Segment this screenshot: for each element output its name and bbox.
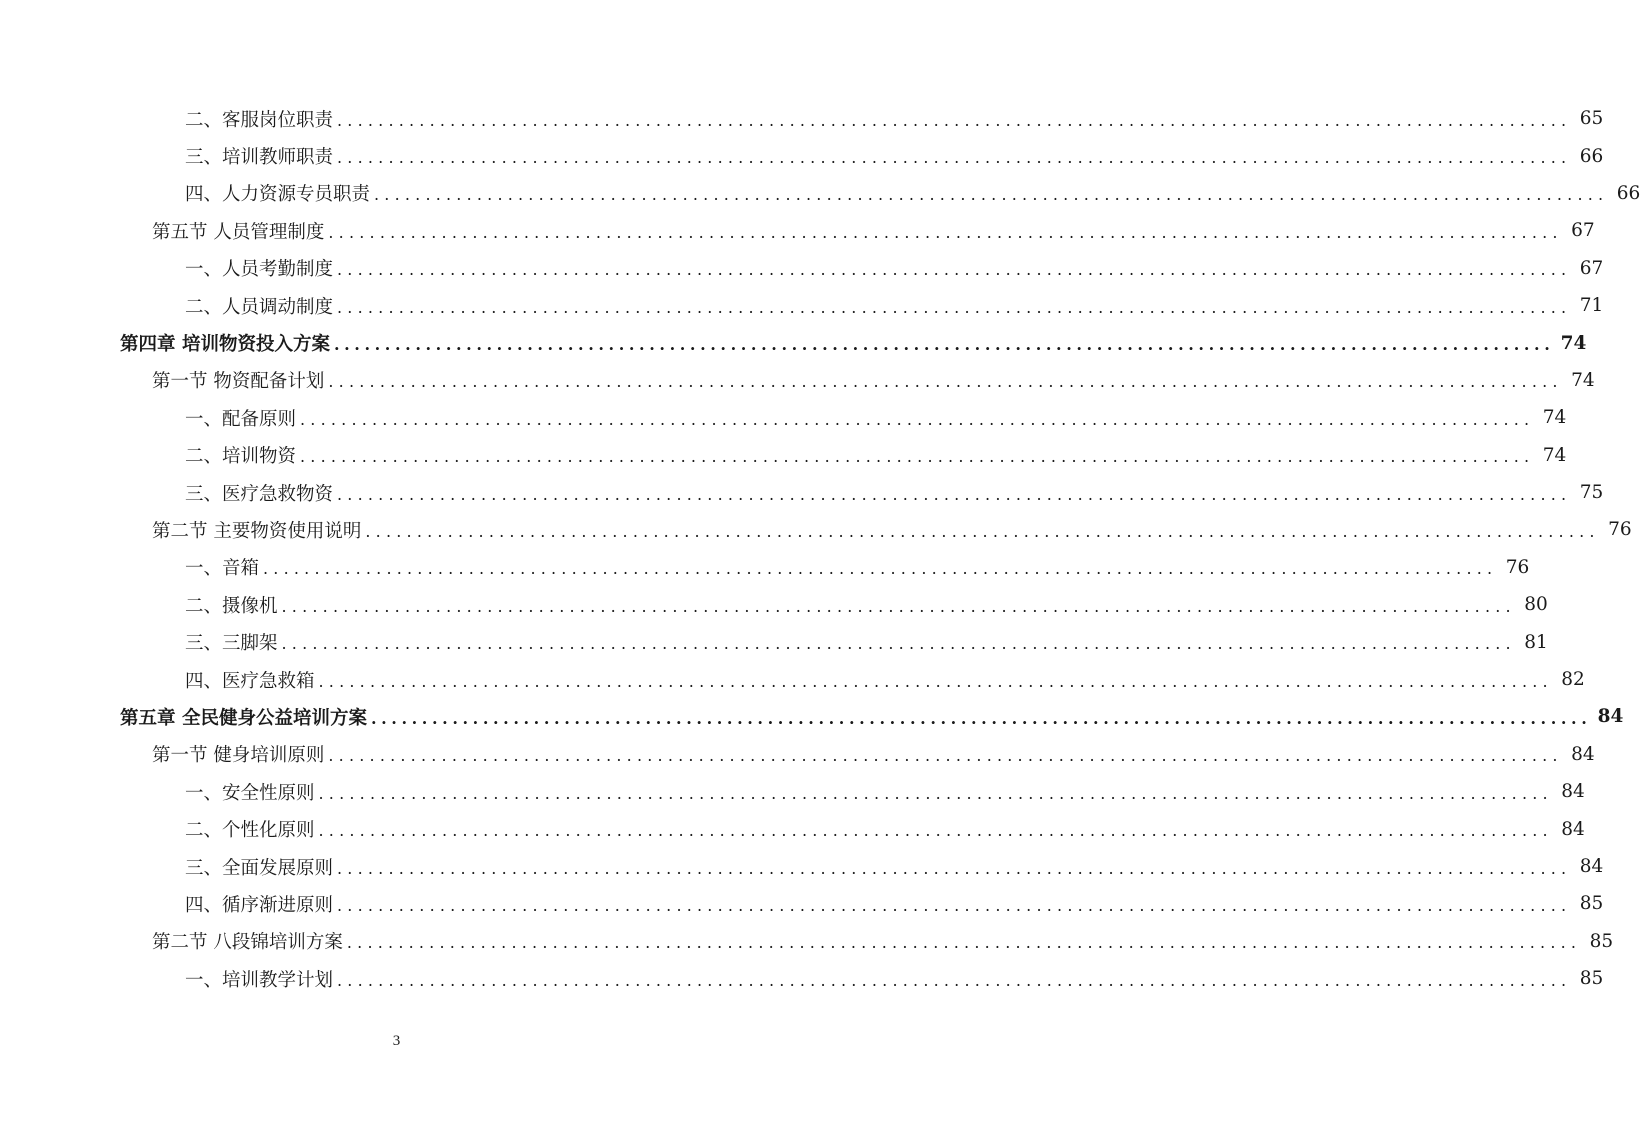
toc-entry-title: 一、培训教学计划 — [185, 969, 334, 991]
toc-entry-title: 第二节 八段锦培训方案 — [152, 932, 343, 954]
toc-dot-leader: ........................................................................................................................ — [333, 335, 1555, 355]
toc-dot-leader: ........................................................................................................................ — [337, 484, 1572, 504]
toc-subsection-entry[interactable] — [0, 399, 1567, 436]
toc-entry-page: 85 — [1589, 930, 1614, 952]
toc-dot-leader: ........................................................................................................................ — [337, 858, 1572, 878]
toc-subsection-entry[interactable] — [0, 848, 1604, 885]
toc-entry-title: 四、人力资源专员职责 — [185, 184, 371, 206]
toc-subsection-entry[interactable] — [0, 474, 1604, 511]
toc-section-entry[interactable] — [0, 923, 1614, 960]
toc-entry-page: 67 — [1571, 220, 1595, 242]
toc-entry-title: 二、人员调动制度 — [185, 296, 334, 318]
toc-entry-title: 三、培训教师职责 — [185, 147, 334, 169]
toc-subsection-entry[interactable] — [0, 960, 1604, 997]
toc-entry-page: 82 — [1561, 669, 1585, 691]
toc-dot-leader: ........................................................................................................................ — [328, 746, 1563, 766]
toc-entry-title: 二、培训物资 — [185, 446, 297, 468]
toc-entry-page: 76 — [1608, 519, 1632, 541]
table-of-contents — [0, 100, 1640, 997]
toc-entry-page: 76 — [1505, 556, 1530, 578]
toc-entry-title: 一、安全性原则 — [185, 782, 315, 804]
toc-entry-title: 第一节 健身培训原则 — [152, 745, 325, 767]
toc-subsection-entry[interactable] — [0, 885, 1604, 922]
toc-dot-leader: ........................................................................................................................ — [328, 372, 1563, 392]
toc-dot-leader: ........................................................................................................................ — [328, 222, 1563, 242]
toc-entry-title: 一、人员考勤制度 — [185, 259, 334, 281]
toc-entry-page: 84 — [1571, 743, 1595, 765]
toc-subsection-entry[interactable] — [0, 810, 1585, 847]
toc-entry-page: 75 — [1579, 482, 1604, 504]
toc-entry-title: 一、配备原则 — [185, 408, 297, 430]
toc-subsection-entry[interactable] — [0, 175, 1640, 212]
toc-subsection-entry[interactable] — [0, 287, 1604, 324]
toc-subsection-entry[interactable] — [0, 586, 1548, 623]
toc-subsection-entry[interactable] — [0, 437, 1567, 474]
toc-entry-page: 71 — [1579, 295, 1604, 317]
toc-section-entry[interactable] — [0, 362, 1595, 399]
toc-section-entry[interactable] — [0, 212, 1595, 249]
toc-entry-page: 84 — [1561, 818, 1585, 840]
toc-chapter-entry[interactable] — [0, 698, 1624, 735]
toc-entry-page: 74 — [1560, 332, 1587, 354]
page-number: 3 — [392, 1033, 401, 1049]
toc-section-entry[interactable] — [0, 736, 1595, 773]
toc-dot-leader: ........................................................................................................................ — [374, 185, 1609, 205]
toc-entry-page: 85 — [1579, 968, 1604, 990]
toc-dot-leader: ........................................................................................................................ — [300, 447, 1535, 467]
toc-dot-leader: ........................................................................................................................ — [300, 409, 1535, 429]
toc-entry-title: 第五节 人员管理制度 — [152, 221, 325, 243]
toc-section-entry[interactable] — [0, 511, 1632, 548]
toc-entry-page: 84 — [1579, 856, 1604, 877]
toc-subsection-entry[interactable] — [0, 137, 1604, 174]
toc-dot-leader: ........................................................................................................................ — [263, 559, 1498, 579]
toc-subsection-entry[interactable] — [0, 549, 1530, 586]
toc-entry-page: 74 — [1542, 444, 1567, 466]
toc-subsection-entry[interactable] — [0, 773, 1585, 810]
toc-entry-title: 二、个性化原则 — [185, 820, 315, 842]
toc-entry-title: 一、音箱 — [185, 558, 260, 580]
toc-dot-leader: ........................................................................................................................ — [365, 521, 1600, 541]
toc-entry-title: 二、摄像机 — [185, 595, 278, 617]
toc-entry-page: 74 — [1542, 407, 1567, 429]
toc-dot-leader: ........................................................................................................................ — [337, 110, 1572, 130]
toc-entry-title: 三、全面发展原则 — [185, 857, 334, 879]
toc-subsection-entry[interactable] — [0, 100, 1604, 137]
toc-dot-leader: ........................................................................................................................ — [318, 783, 1553, 803]
toc-entry-page: 65 — [1579, 108, 1604, 130]
toc-entry-title: 第五章 全民健身公益培训方案 — [120, 707, 367, 729]
toc-entry-page: 80 — [1524, 594, 1548, 616]
toc-entry-title: 三、三脚架 — [185, 633, 278, 655]
toc-entry-page: 66 — [1616, 182, 1640, 204]
toc-entry-title: 第四章 培训物资投入方案 — [120, 334, 330, 356]
toc-dot-leader: ........................................................................................................................ — [318, 671, 1553, 691]
toc-entry-page: 85 — [1579, 893, 1604, 915]
toc-subsection-entry[interactable] — [0, 661, 1585, 698]
toc-entry-title: 四、医疗急救箱 — [185, 670, 315, 692]
toc-chapter-entry[interactable] — [0, 324, 1587, 361]
toc-entry-page: 84 — [1597, 706, 1624, 728]
toc-entry-title: 第二节 主要物资使用说明 — [152, 520, 362, 542]
toc-entry-page: 84 — [1561, 781, 1585, 803]
toc-subsection-entry[interactable] — [0, 250, 1604, 287]
toc-entry-page: 67 — [1579, 257, 1604, 279]
toc-dot-leader: ........................................................................................................................ — [337, 148, 1572, 168]
toc-subsection-entry[interactable] — [0, 623, 1548, 660]
toc-dot-leader: ........................................................................................................................ — [370, 708, 1592, 728]
toc-dot-leader: ........................................................................................................................ — [318, 821, 1553, 841]
toc-dot-leader: ........................................................................................................................ — [346, 933, 1582, 953]
toc-dot-leader: ........................................................................................................................ — [281, 596, 1516, 616]
toc-entry-title: 三、医疗急救物资 — [185, 483, 334, 505]
toc-dot-leader: ........................................................................................................................ — [337, 970, 1572, 990]
toc-dot-leader: ........................................................................................................................ — [337, 895, 1572, 915]
toc-entry-title: 四、循序渐进原则 — [185, 894, 334, 916]
toc-entry-title: 二、客服岗位职责 — [185, 109, 334, 131]
toc-entry-page: 66 — [1579, 145, 1604, 167]
toc-dot-leader: ........................................................................................................................ — [281, 634, 1516, 654]
toc-dot-leader: ........................................................................................................................ — [337, 297, 1572, 317]
toc-entry-page: 74 — [1571, 369, 1595, 391]
toc-entry-title: 第一节 物资配备计划 — [152, 371, 325, 393]
toc-entry-page: 81 — [1524, 631, 1548, 653]
toc-dot-leader: ........................................................................................................................ — [337, 260, 1572, 280]
